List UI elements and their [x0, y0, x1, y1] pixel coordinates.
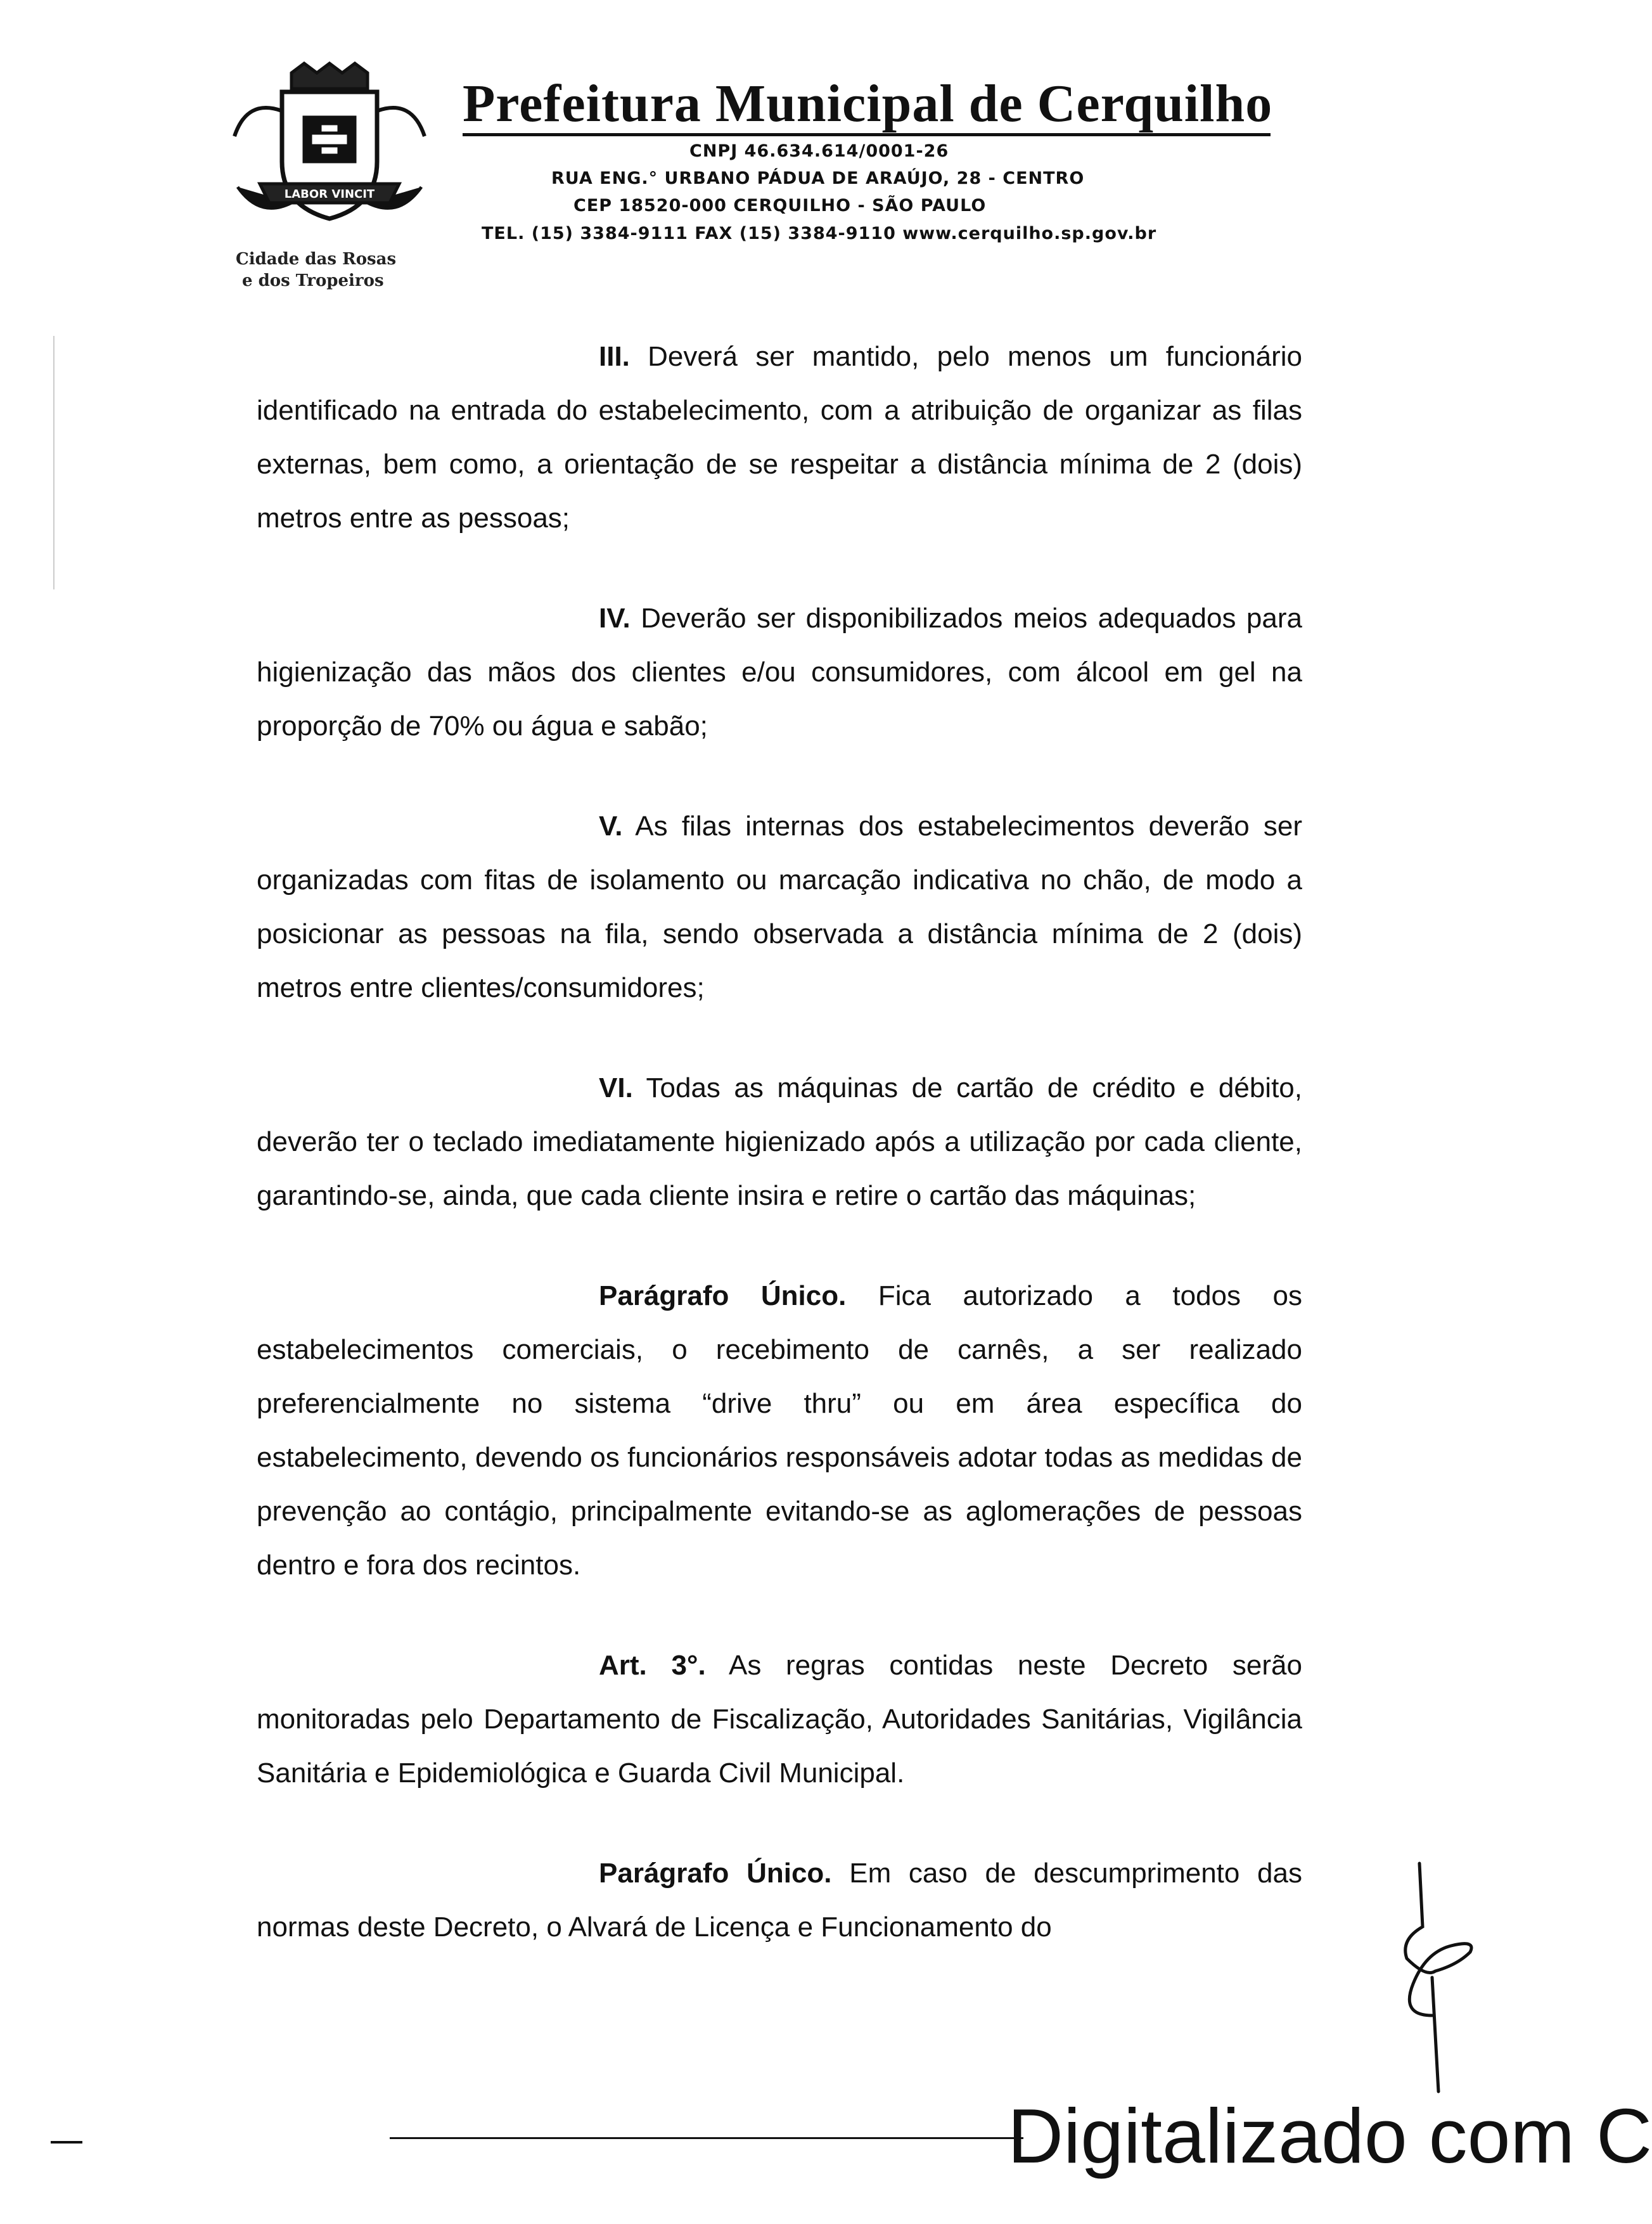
paragraph-vi: [257, 1061, 1302, 1223]
municipal-crest-icon: [222, 60, 437, 244]
article-3-label: Art. 3°.: [599, 1650, 706, 1681]
address-line: RUA ENG.° URBANO PÁDUA DE ARAÚJO, 28 - CENTRO: [551, 169, 1085, 188]
contact-line: TEL. (15) 3384-9111 FAX (15) 3384-9110 www.cerquilho.sp.gov.br: [482, 224, 1157, 243]
paragraph-vi-label: VI.: [599, 1072, 633, 1103]
article-3: [257, 1638, 1302, 1800]
paragraph-iii-label: III.: [599, 341, 630, 372]
paragrafo-unico-2-text: Em caso de descumprimento das normas deste Decreto, o Alvará de Licença e Funcionamento do: [257, 1858, 1302, 1943]
paragrafo-unico-1-label: Parágrafo Único.: [599, 1280, 847, 1311]
paragraph-v-label: V.: [599, 811, 623, 842]
document-body: [257, 330, 1302, 2000]
paragrafo-unico-1-text: Fica autorizado a todos os estabelecimentos comerciais, o recebimento de carnês, a ser realizado preferencialmente no sistema “drive thru” ou em área específica do estabelecimento, devendo os funcionários responsáveis adotar todas as medidas de prevenção ao contágio, principalmente evitando-se as aglomerações de pessoas dentro e fora dos recintos.: [257, 1280, 1302, 1581]
margin-line: [53, 336, 54, 589]
signature-icon: [1375, 1851, 1489, 2104]
paragrafo-unico-1: [257, 1269, 1302, 1592]
article-3-text: As regras contidas neste Decreto serão monitoradas pelo Departamento de Fiscalização, Autoridades Sanitárias, Vigilância Sanitária e Epidemiológica e Guarda Civil Municipal.: [257, 1650, 1302, 1789]
scanner-watermark: Digitalizado com C: [1008, 2093, 1652, 2179]
motto-line-1: Cidade das Rosas: [236, 250, 397, 269]
footer-mark: [51, 2141, 82, 2144]
paragraph-v-text: As filas internas dos estabelecimentos deverão ser organizadas com fitas de isolamento ou marcação indicativa no chão, de modo a posicionar as pessoas na fila, sendo observada a distância mínima de 2 (dois) metros entre clientes/consumidores;: [257, 811, 1302, 1003]
paragraph-iv: [257, 591, 1302, 753]
paragraph-v: [257, 799, 1302, 1015]
org-name: Prefeitura Municipal de Cerquilho: [463, 75, 1271, 136]
paragrafo-unico-2-label: Parágrafo Único.: [599, 1858, 832, 1889]
paragraph-iv-text: Deverão ser disponibilizados meios adequados para higienização das mãos dos clientes e/ou consumidores, com álcool em gel na proporção de 70% ou água e sabão;: [257, 603, 1302, 742]
motto-line-2: e dos Tropeiros: [242, 271, 384, 290]
paragraph-iv-label: IV.: [599, 603, 631, 634]
footer-rule: [390, 2137, 1023, 2139]
city-motto: [236, 248, 396, 292]
paragrafo-unico-2: [257, 1846, 1302, 1954]
cep-line: CEP 18520-000 CERQUILHO - SÃO PAULO: [573, 196, 987, 215]
paragraph-iii: [257, 330, 1302, 545]
paragraph-vi-text: Todas as máquinas de cartão de crédito e débito, deverão ter o teclado imediatamente higienizado após a utilização por cada cliente, garantindo-se, ainda, que cada cliente insira e retire o cartão das máquinas;: [257, 1072, 1302, 1211]
cnpj-line: CNPJ 46.634.614/0001-26: [689, 141, 949, 161]
crest-motto: LABOR VINCIT: [284, 188, 375, 201]
paragraph-iii-text: Deverá ser mantido, pelo menos um funcionário identificado na entrada do estabelecimento, com a atribuição de organizar as filas externas, bem como, a orientação de se respeitar a distância mínima de 2 (dois) metros entre as pessoas;: [257, 341, 1302, 534]
